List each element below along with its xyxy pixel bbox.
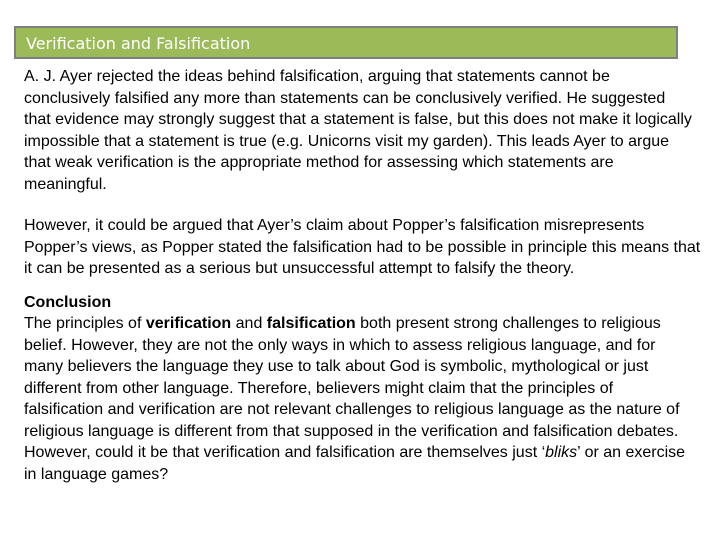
paragraph-ayer: A. J. Ayer rejected the ideas behind falsification, arguing that statements cannot be conclusively falsified any more than statements can be conclusively verified. He suggested that evidence may strongly suggest that a statement is false, but this does not make it logically impossible that a statement is true (e.g. Unicorns visit my garden). This leads Ayer to argue that weak verification is the appropriate method for assessing which statements are meaningful. bbox=[24, 68, 692, 193]
term-verification: verification bbox=[145, 315, 232, 332]
conclusion-heading: Conclusion bbox=[24, 293, 112, 311]
conclusion-text-middle: both present strong challenges to religious belief. However, they are not the only ways in which to assess religious language, and for many believers the language they use to talk about God is symbolic, mythological or just different from other language. Therefore, believers might claim that the principles of falsification and verification are not relevant challenges to religious language as the nature of religious language is different from that supposed in the verification and falsification debates. However, could it be that verification and falsification are themselves just ‘ bbox=[24, 315, 680, 461]
term-falsification: falsification bbox=[266, 315, 356, 332]
conclusion-text bbox=[24, 313, 696, 485]
slide-title-bar bbox=[14, 26, 678, 59]
conclusion-section bbox=[24, 292, 696, 486]
paragraph-popper: However, it could be argued that Ayer’s claim about Popper’s falsification misrepresents Popper’s views, as Popper stated the falsification had to be possible in principle this means that it can be presented as a serious but unsuccessful attempt to falsify the theory. bbox=[24, 217, 701, 277]
conclusion-text-end: ’ or an exercise in language games? bbox=[24, 444, 686, 483]
conclusion-and: and bbox=[231, 315, 267, 332]
conclusion-text-start: The principles of bbox=[24, 315, 146, 332]
slide-title: Verification and Falsification bbox=[26, 34, 251, 53]
term-bliks: bliks bbox=[545, 444, 578, 461]
slide-body bbox=[24, 66, 708, 485]
